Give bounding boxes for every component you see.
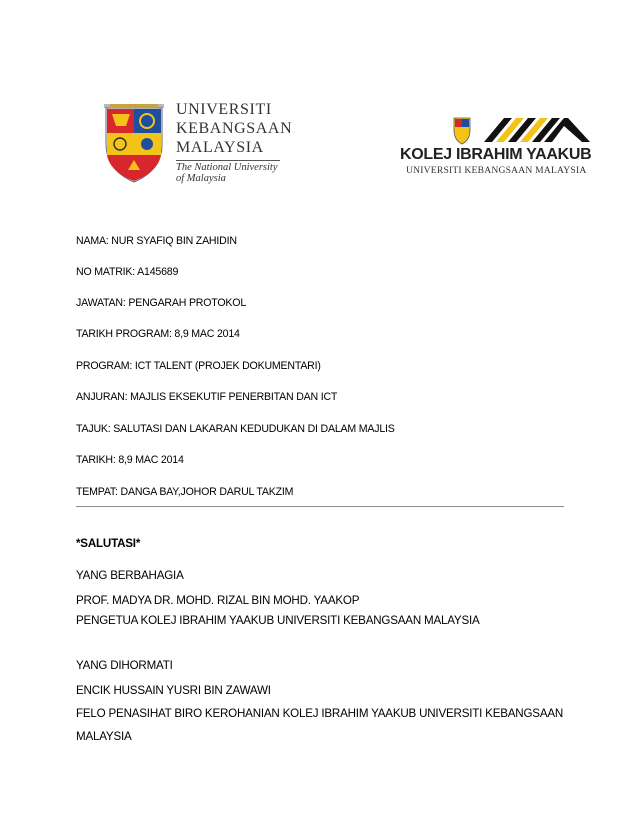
ukm-name-line: MALAYSIA: [176, 139, 264, 156]
salutasi-line: FELO PENASIHAT BIRO KEROHANIAN KOLEJ IBRAHIM YAAKUB UNIVERSITI KEBANGSAAN: [76, 707, 564, 720]
salutasi-line: YANG BERBAHAGIA: [76, 569, 184, 582]
detail-tarikh: TARIKH: 8,9 MAC 2014: [76, 454, 184, 466]
detail-tempat: TEMPAT: DANGA BAY,JOHOR DARUL TAKZIM: [76, 486, 294, 498]
detail-jawatan: JAWATAN: PENGARAH PROTOKOL: [76, 297, 247, 309]
salutasi-line: MALAYSIA: [76, 730, 132, 743]
ukm-divider: [176, 160, 280, 161]
detail-nama: NAMA: NUR SYAFIQ BIN ZAHIDIN: [76, 235, 237, 247]
detail-no-matrik: NO MATRIK: A145689: [76, 266, 179, 278]
salutasi-line: PROF. MADYA DR. MOHD. RIZAL BIN MOHD. YAAKOP: [76, 594, 360, 607]
ukm-name: [176, 100, 292, 157]
detail-anjuran: ANJURAN: MAJLIS EKSEKUTIF PENERBITAN DAN ICT: [76, 391, 338, 403]
detail-tarikh-program: TARIKH PROGRAM: 8,9 MAC 2014: [76, 328, 240, 340]
salutasi-line: YANG DIHORMATI: [76, 659, 173, 672]
kiy-subtitle: UNIVERSITI KEBANGSAAN MALAYSIA: [406, 165, 587, 176]
detail-program: PROGRAM: ICT TALENT (PROJEK DOKUMENTARI): [76, 360, 321, 372]
ukm-logo: [100, 98, 293, 190]
kiy-logo: [400, 112, 592, 182]
section-divider: [76, 506, 564, 507]
ukm-name-line: KEBANGSAAN: [176, 120, 293, 137]
kiy-title: KOLEJ IBRAHIM YAAKUB: [400, 146, 592, 163]
salutasi-heading: *SALUTASI*: [76, 537, 141, 550]
ukm-subtitle: [176, 162, 278, 184]
kiy-emblem-icon: [452, 112, 602, 146]
detail-tajuk: TAJUK: SALUTASI DAN LAKARAN KEDUDUKAN DI DALAM MAJLIS: [76, 423, 395, 435]
salutasi-line: ENCIK HUSSAIN YUSRI BIN ZAWAWI: [76, 684, 271, 697]
ukm-subtitle-line: of Malaysia: [176, 173, 226, 184]
ukm-crest-icon: [100, 100, 168, 184]
salutasi-line: PENGETUA KOLEJ IBRAHIM YAAKUB UNIVERSITI KEBANGSAAN MALAYSIA: [76, 614, 480, 627]
ukm-subtitle-line: The National University: [176, 162, 278, 173]
ukm-name-line: UNIVERSITI: [176, 101, 272, 118]
